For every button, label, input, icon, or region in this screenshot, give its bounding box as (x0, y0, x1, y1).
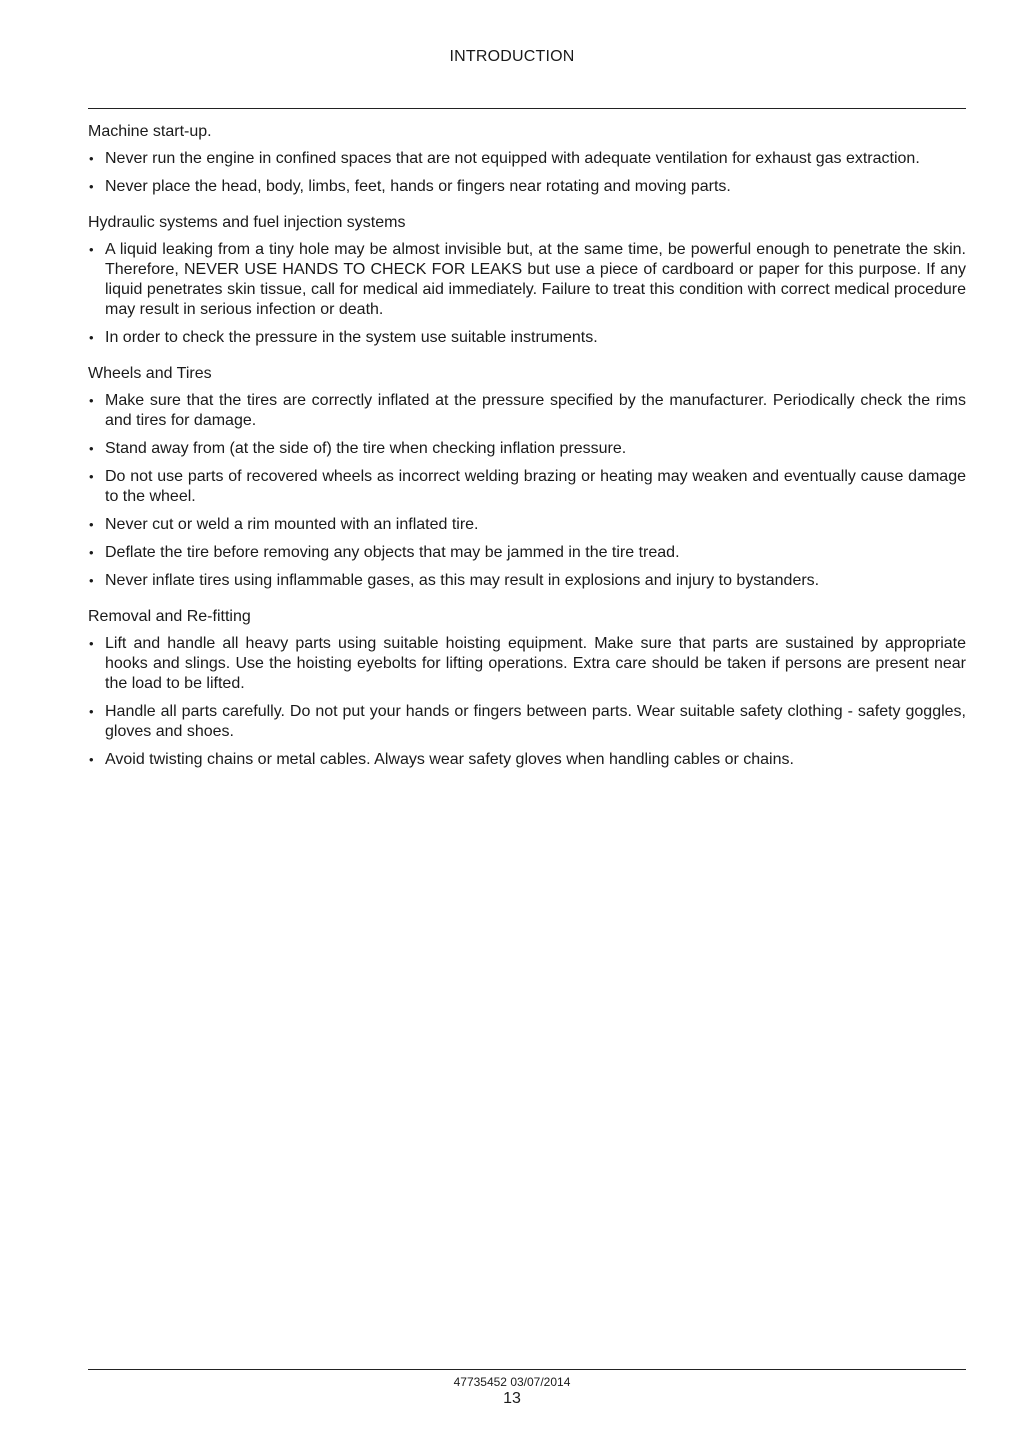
list-item (88, 515, 966, 535)
list-item (88, 240, 966, 320)
list-item-text: Avoid twisting chains or metal cables. Always wear safety gloves when handling cables or chains. (105, 751, 794, 768)
list-item (88, 702, 966, 742)
section-title: Hydraulic systems and fuel injection systems (88, 214, 406, 231)
list-item (88, 543, 966, 563)
bullet-icon: • (89, 151, 94, 166)
list-item-text: Never run the engine in confined spaces that are not equipped with adequate ventilation for exhaust gas extraction. (105, 150, 920, 167)
section-wheels-and-tires (88, 362, 966, 591)
page-number: 13 (503, 1390, 521, 1407)
list-item (88, 571, 966, 591)
document-body (88, 120, 966, 784)
section-removal-and-refitting (88, 605, 966, 770)
section-machine-start-up (88, 120, 966, 197)
footer-divider (88, 1369, 966, 1370)
list-item-text: Make sure that the tires are correctly inflated at the pressure specified by the manufacturer. Periodically check the rims and tires for damage. (105, 392, 966, 429)
list-item (88, 149, 966, 169)
bullet-icon: • (89, 704, 94, 719)
list-item (88, 750, 966, 770)
list-item (88, 467, 966, 507)
bullet-icon: • (89, 441, 94, 456)
bullet-icon: • (89, 517, 94, 532)
bullet-list (88, 634, 966, 770)
bullet-icon: • (89, 545, 94, 560)
list-item (88, 391, 966, 431)
list-item-text: Do not use parts of recovered wheels as incorrect welding brazing or heating may weaken and eventually cause damage to the wheel. (105, 468, 966, 505)
list-item (88, 634, 966, 694)
list-item-text: Lift and handle all heavy parts using suitable hoisting equipment. Make sure that parts are sustained by appropriate hooks and slings. Use the hoisting eyebolts for lifting operations. Extra care should be taken if persons are present near the load to be lifted. (105, 635, 966, 692)
bullet-icon: • (89, 636, 94, 651)
section-title: Removal and Re-fitting (88, 608, 251, 625)
list-item-text: Never cut or weld a rim mounted with an inflated tire. (105, 516, 479, 533)
bullet-icon: • (89, 330, 94, 345)
list-item-text: Never place the head, body, limbs, feet, hands or fingers near rotating and moving parts. (105, 178, 731, 195)
list-item-text: A liquid leaking from a tiny hole may be almost invisible but, at the same time, be powerful enough to penetrate the skin. Therefore, NEVER USE HANDS TO CHECK FOR LEAKS but use a piece of cardboard or paper for this purpose. If any liquid penetrates skin tissue, call for medical aid immediately. Failure to treat this condition with correct medical procedure may result in serious infection or death. (105, 241, 966, 318)
bullet-icon: • (89, 752, 94, 767)
bullet-icon: • (89, 242, 94, 257)
section-title: Wheels and Tires (88, 365, 212, 382)
list-item-text: In order to check the pressure in the system use suitable instruments. (105, 329, 598, 346)
list-item-text: Deflate the tire before removing any objects that may be jammed in the tire tread. (105, 544, 680, 561)
bullet-icon: • (89, 179, 94, 194)
section-hydraulic-systems (88, 211, 966, 348)
document-id: 47735452 03/07/2014 (453, 1375, 571, 1389)
list-item-text: Stand away from (at the side of) the tire when checking inflation pressure. (105, 440, 627, 457)
bullet-list (88, 149, 966, 197)
bullet-icon: • (89, 393, 94, 408)
list-item-text: Never inflate tires using inflammable gases, as this may result in explosions and injury to bystanders. (105, 572, 820, 589)
bullet-icon: • (89, 469, 94, 484)
list-item (88, 177, 966, 197)
bullet-list (88, 391, 966, 591)
list-item (88, 328, 966, 348)
bullet-list (88, 240, 966, 348)
bullet-icon: • (89, 573, 94, 588)
list-item (88, 439, 966, 459)
list-item-text: Handle all parts carefully. Do not put your hands or fingers between parts. Wear suitable safety clothing - safety goggles, gloves and shoes. (105, 703, 966, 740)
page-header-title: INTRODUCTION (449, 48, 575, 65)
header-divider (88, 108, 966, 109)
section-title: Machine start-up. (88, 123, 212, 140)
